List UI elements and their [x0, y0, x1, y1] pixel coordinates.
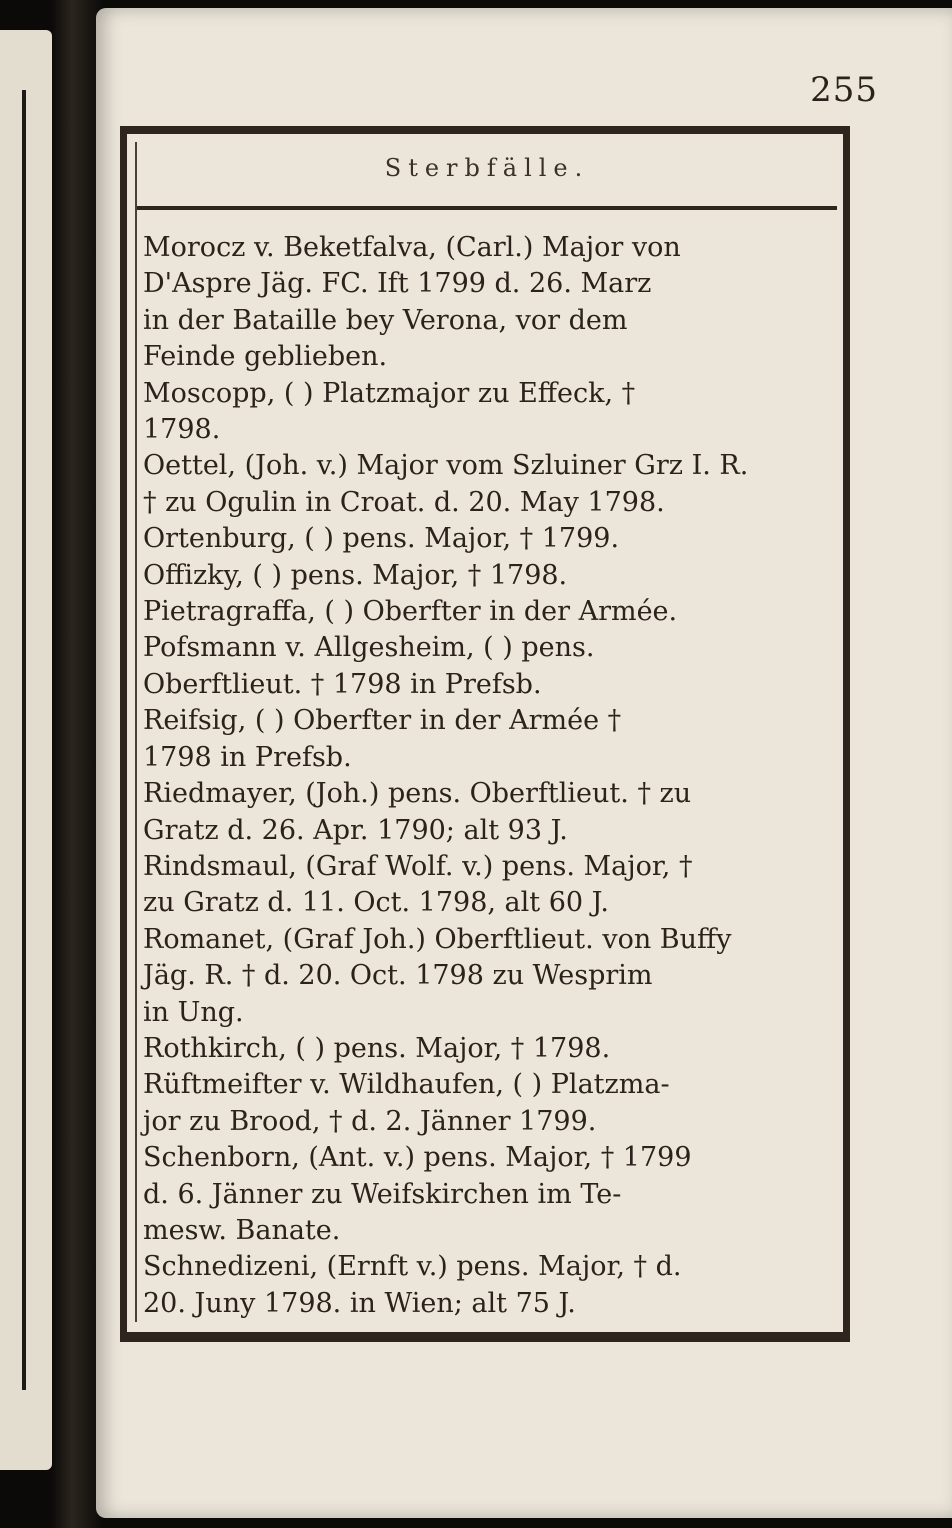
death-entry	[143, 849, 827, 922]
death-entry	[143, 1249, 827, 1322]
entry-line: Romanet, (Graf Joh.) Oberftlieut. von Buffy	[143, 923, 732, 955]
death-entry	[143, 376, 827, 449]
entry-line: in Ung.	[143, 996, 244, 1028]
entry-line: 1798.	[143, 414, 221, 446]
death-entry	[143, 594, 827, 630]
page-frame	[120, 126, 850, 1342]
entry-line: in der Bataille bey Verona, vor dem	[143, 304, 628, 336]
entry-line: Schnedizeni, (Ernft v.) pens. Major, † d.	[143, 1251, 682, 1283]
death-entry	[143, 558, 827, 594]
entry-line: Riedmayer, (Joh.) pens. Oberftlieut. † zu	[143, 778, 692, 810]
death-entry	[143, 1031, 827, 1067]
death-entry	[143, 1140, 827, 1249]
entry-line: Morocz v. Beketfalva, (Carl.) Major von	[143, 232, 681, 263]
entry-line: Ortenburg, ( ) pens. Major, † 1799.	[143, 523, 620, 555]
header-rule	[137, 206, 837, 210]
entry-line: Moscopp, ( ) Platzmajor zu Effeck, †	[143, 377, 636, 409]
entry-line: zu Gratz d. 11. Oct. 1798, alt 60 J.	[143, 887, 609, 919]
death-entry	[143, 630, 827, 703]
entry-line: Rindsmaul, (Graf Wolf. v.) pens. Major, †	[143, 850, 693, 882]
death-entry	[143, 448, 827, 521]
entry-line: Rüftmeifter v. Wildhaufen, ( ) Platzma-	[143, 1069, 670, 1101]
book-gutter	[52, 0, 102, 1528]
entry-line: 1798 in Prefsb.	[143, 741, 352, 773]
entry-line: Schenborn, (Ant. v.) pens. Major, † 1799	[143, 1142, 692, 1174]
page-header-title: Sterbfälle.	[384, 154, 590, 182]
book-page	[96, 8, 952, 1518]
entry-line: Reifsig, ( ) Oberfter in der Armée †	[143, 705, 622, 737]
frame-inner	[135, 142, 837, 1322]
death-entry	[143, 1067, 827, 1140]
death-entries-list	[143, 230, 827, 1322]
entry-line: † zu Ogulin in Croat. d. 20. May 1798.	[143, 486, 665, 518]
entry-line: jor zu Brood, † d. 2. Jänner 1799.	[143, 1105, 597, 1137]
entry-line: Oettel, (Joh. v.) Major vom Szluiner Grz I. R.	[143, 450, 749, 482]
entry-line: Oberftlieut. † 1798 in Prefsb.	[143, 668, 542, 700]
entry-line: Gratz d. 26. Apr. 1790; alt 93 J.	[143, 814, 568, 846]
entry-line: d. 6. Jänner zu Weifskirchen im Te-	[143, 1178, 622, 1210]
entry-line: Jäg. R. † d. 20. Oct. 1798 zu Wesprim	[143, 960, 653, 992]
entry-line: Rothkirch, ( ) pens. Major, † 1798.	[143, 1032, 611, 1064]
entry-line: Offizky, ( ) pens. Major, † 1798.	[143, 559, 568, 591]
death-entry	[143, 922, 827, 1031]
left-page-edge	[0, 30, 52, 1470]
death-entry	[143, 776, 827, 849]
entry-line: Feinde geblieben.	[143, 341, 388, 373]
entry-line: mesw. Banate.	[143, 1214, 341, 1246]
entry-line: Pietragraffa, ( ) Oberfter in der Armée.	[143, 596, 678, 628]
entry-line: Pofsmann v. Allgesheim, ( ) pens.	[143, 632, 595, 664]
death-entry	[143, 230, 827, 376]
entry-line: 20. Juny 1798. in Wien; alt 75 J.	[143, 1287, 576, 1319]
death-entry	[143, 703, 827, 776]
death-entry	[143, 521, 827, 557]
entry-line: D'Aspre Jäg. FC. Ift 1799 d. 26. Marz	[143, 268, 652, 300]
page-number: 255	[810, 70, 878, 110]
